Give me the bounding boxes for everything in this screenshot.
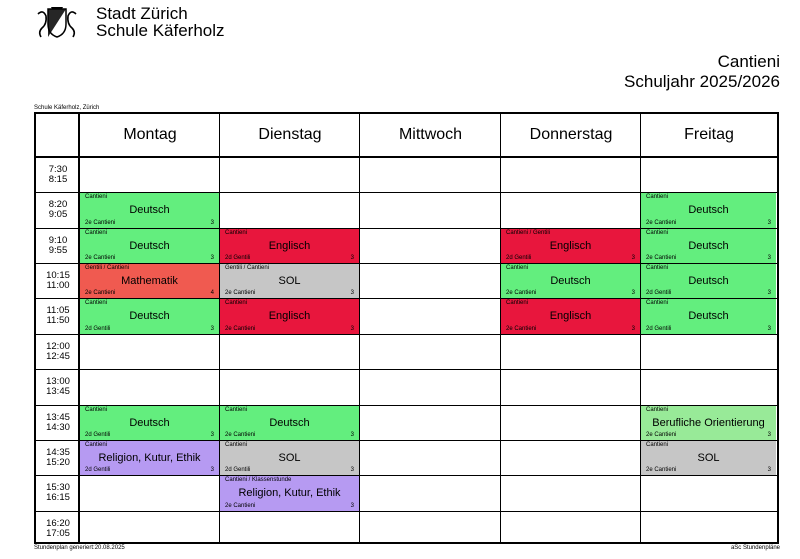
lesson-room: 3 [767, 325, 771, 332]
period-end: 9:05 [48, 209, 68, 221]
lesson-card[interactable] [80, 193, 219, 227]
lesson-subject: Deutsch [129, 310, 170, 323]
lesson-teacher: Cantieni [225, 229, 248, 236]
period-start: 8:20 [48, 199, 68, 211]
lesson-subject: Englisch [268, 239, 311, 252]
period-start: 9:10 [48, 234, 68, 246]
period-time [36, 271, 80, 291]
lesson-card[interactable] [641, 441, 776, 475]
lesson-class: 2d Gentili [646, 290, 672, 297]
lesson-room: 3 [350, 290, 354, 297]
lesson-class: 2d Gentili [646, 325, 672, 332]
grid-divider-horizontal [36, 511, 777, 512]
lesson-subject: Deutsch [129, 204, 170, 217]
lesson-teacher: Cantieni [506, 300, 529, 307]
period-time [36, 483, 80, 503]
period-end: 15:20 [46, 456, 70, 468]
lesson-subject: Deutsch [550, 275, 591, 288]
lesson-teacher: Cantieni [646, 441, 669, 448]
lesson-teacher: Cantieni [85, 406, 108, 413]
lesson-room: 4 [210, 290, 214, 297]
lesson-room: 3 [767, 431, 771, 438]
lesson-subject: Englisch [549, 310, 592, 323]
lesson-card[interactable] [220, 299, 359, 333]
lesson-room: 3 [767, 219, 771, 226]
lesson-card[interactable] [80, 264, 219, 298]
day-header: Dienstag [258, 126, 322, 143]
lesson-subject: SOL [697, 451, 720, 464]
school-year: Schuljahr 2025/2026 [624, 72, 780, 91]
grid-divider-horizontal [36, 156, 777, 158]
lesson-card[interactable] [220, 229, 359, 263]
lesson-class: 2e Cantieni [225, 502, 256, 509]
lesson-room: 3 [350, 502, 354, 509]
lesson-card[interactable] [641, 406, 776, 440]
lesson-room: 3 [767, 290, 771, 297]
lesson-subject: Deutsch [688, 204, 729, 217]
lesson-subject: Englisch [549, 239, 592, 252]
period-end: 11:50 [46, 315, 70, 327]
lesson-teacher: Cantieni [85, 300, 108, 307]
period-time [36, 519, 80, 539]
lesson-class: 2d Gentili [506, 255, 532, 262]
period-time [36, 377, 80, 397]
period-start: 14:35 [46, 446, 70, 458]
grid-divider-horizontal [36, 334, 777, 335]
period-start: 13:45 [46, 411, 70, 423]
lesson-class: 2d Gentili [85, 325, 111, 332]
lesson-card[interactable] [80, 441, 219, 475]
lesson-class: 2e Cantieni [646, 467, 677, 474]
timetable-title [624, 52, 780, 92]
lesson-room: 3 [210, 219, 214, 226]
lesson-teacher: Cantieni [506, 265, 529, 272]
lesson-room: 3 [210, 255, 214, 262]
period-start: 12:00 [46, 340, 70, 352]
period-start: 13:00 [46, 376, 70, 388]
period-end: 17:05 [46, 527, 70, 539]
lesson-teacher: Cantieni [225, 406, 248, 413]
lesson-card[interactable] [220, 476, 359, 510]
lesson-class: 2d Gentili [225, 255, 251, 262]
organization-name [96, 5, 225, 39]
lesson-class: 2e Cantieni [225, 325, 256, 332]
lesson-card[interactable] [641, 193, 776, 227]
lesson-room: 3 [350, 325, 354, 332]
lesson-subject: Englisch [268, 310, 311, 323]
app-credit: aSc Stundenpläne [730, 545, 780, 551]
lesson-teacher: Cantieni / Gentili [506, 229, 551, 236]
lesson-card[interactable] [220, 406, 359, 440]
lesson-teacher: Cantieni [225, 300, 248, 307]
lesson-teacher: Gentili / Cantieni [85, 265, 130, 272]
lesson-class: 2e Cantieni [225, 431, 256, 438]
day-header: Mittwoch [398, 126, 463, 143]
lesson-teacher: Cantieni [646, 194, 669, 201]
lesson-card[interactable] [220, 441, 359, 475]
lesson-class: 2e Cantieni [646, 255, 677, 262]
period-end: 11:00 [46, 280, 70, 292]
lesson-class: 2e Cantieni [225, 290, 256, 297]
lesson-class: 2e Cantieni [646, 219, 677, 226]
lesson-subject: Deutsch [688, 310, 729, 323]
lesson-room: 3 [350, 255, 354, 262]
lesson-teacher: Cantieni [646, 265, 669, 272]
lesson-room: 3 [631, 255, 635, 262]
period-start: 16:20 [46, 517, 70, 529]
day-header: Freitag [684, 126, 734, 143]
lesson-room: 3 [350, 431, 354, 438]
period-time [36, 165, 80, 185]
generated-note: Stundenplan generiert:20.08.2025 [34, 545, 125, 551]
lesson-card[interactable] [80, 229, 219, 263]
lesson-card[interactable] [501, 264, 640, 298]
period-start: 10:15 [46, 270, 70, 282]
lesson-subject: Deutsch [269, 416, 310, 429]
lesson-room: 3 [767, 255, 771, 262]
lesson-subject: Deutsch [688, 275, 729, 288]
period-time [36, 413, 80, 433]
lesson-teacher: Cantieni / Klassenstunde [225, 477, 292, 484]
lesson-subject: Religion, Kutur, Ethik [238, 487, 341, 500]
period-start: 11:05 [46, 305, 70, 317]
lesson-room: 3 [210, 325, 214, 332]
lesson-card[interactable] [80, 299, 219, 333]
lesson-teacher: Cantieni [85, 194, 108, 201]
lesson-class: 2d Gentili [85, 467, 111, 474]
lesson-subject: Berufliche Orientierung [652, 416, 765, 429]
period-time [36, 448, 80, 468]
lesson-class: 2d Gentili [225, 467, 251, 474]
lesson-room: 3 [631, 290, 635, 297]
lesson-room: 3 [350, 467, 354, 474]
lesson-card[interactable] [220, 264, 359, 298]
lesson-class: 2e Cantieni [646, 431, 677, 438]
lesson-card[interactable] [501, 299, 640, 333]
day-header: Donnerstag [529, 126, 613, 143]
lesson-card[interactable] [80, 406, 219, 440]
city-name: Stadt Zürich [96, 4, 188, 23]
lesson-teacher: Gentili / Cantieni [225, 265, 270, 272]
lesson-class: 2e Cantieni [506, 325, 537, 332]
lesson-teacher: Cantieni [225, 441, 248, 448]
grid-divider-vertical [359, 114, 360, 542]
lesson-room: 3 [631, 325, 635, 332]
timetable-grid [34, 112, 779, 544]
lesson-room: 3 [210, 467, 214, 474]
period-end: 8:15 [48, 174, 68, 185]
lesson-teacher: Cantieni [646, 229, 669, 236]
lesson-subject: Deutsch [129, 239, 170, 252]
lesson-subject: Mathematik [121, 275, 178, 288]
lesson-teacher: Cantieni [85, 229, 108, 236]
teacher-name: Cantieni [717, 52, 780, 71]
period-start: 15:30 [46, 482, 70, 494]
period-end: 16:15 [46, 492, 70, 504]
zurich-coat-of-arms-logo [34, 6, 80, 40]
period-end: 14:30 [46, 421, 70, 433]
lesson-card[interactable] [641, 264, 776, 298]
lesson-room: 3 [767, 467, 771, 474]
lesson-class: 2e Cantieni [85, 219, 116, 226]
lesson-subject: Deutsch [129, 416, 170, 429]
period-end: 12:45 [46, 350, 70, 362]
period-start: 7:30 [48, 164, 68, 175]
period-time [36, 342, 80, 362]
lesson-subject: Deutsch [688, 239, 729, 252]
lesson-class: 2e Cantieni [85, 255, 116, 262]
period-end: 9:55 [48, 244, 68, 256]
period-time [36, 236, 80, 256]
school-label: Schule Käferholz, Zürich [34, 105, 100, 111]
lesson-card[interactable] [641, 229, 776, 263]
lesson-subject: SOL [278, 275, 301, 288]
school-name: Schule Käferholz [96, 21, 225, 40]
lesson-card[interactable] [501, 229, 640, 263]
period-end: 13:45 [46, 386, 70, 398]
lesson-subject: Religion, Kutur, Ethik [98, 451, 201, 464]
grid-divider-horizontal [36, 475, 777, 476]
lesson-class: 2e Cantieni [85, 290, 116, 297]
lesson-teacher: Cantieni [85, 441, 108, 448]
lesson-class: 2e Cantieni [506, 290, 537, 297]
lesson-teacher: Cantieni [646, 300, 669, 307]
lesson-teacher: Cantieni [646, 406, 669, 413]
lesson-room: 3 [210, 431, 214, 438]
period-time [36, 200, 80, 220]
day-header: Montag [123, 126, 177, 143]
lesson-class: 2d Gentili [85, 431, 111, 438]
period-time [36, 306, 80, 326]
lesson-subject: SOL [278, 451, 301, 464]
grid-divider-horizontal [36, 369, 777, 370]
lesson-card[interactable] [641, 299, 776, 333]
